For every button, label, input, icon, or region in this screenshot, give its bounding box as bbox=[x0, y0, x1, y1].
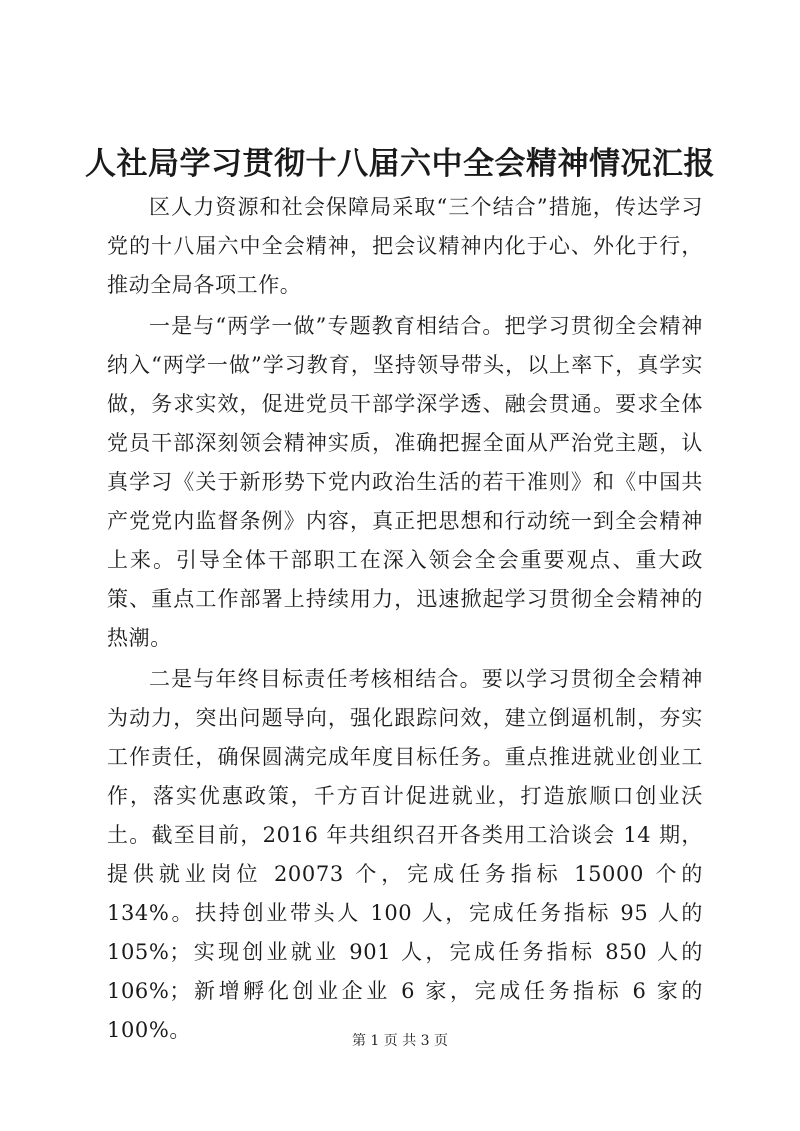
document-body bbox=[107, 188, 703, 1052]
paragraph-second-point: 二是与年终目标责任考核相结合。要以学习贯彻全会精神为动力，突出问题导向，强化跟踪问效，建立倒逼机制，夯实工作责任，确保圆满完成年度目标任务。重点推进就业创业工作，落实优惠政策，千方百计促进就业，打造旅顺口创业沃土。截至目前，2016 年共组织召开各类用工洽谈会 14 期，提供就业岗位 20073 个，完成任务指标 15000 个的 134%。扶持创业带头人 100 人，完成任务指标 95 人的 105%；实现创业就业 901 人，完成任务指标 850 人的 106%；新增孵化创业企业 6 家，完成任务指标 6 家的 100%。 bbox=[107, 667, 703, 1042]
document-title: 人社局学习贯彻十八届六中全会精神情况汇报 bbox=[85, 146, 715, 182]
page-number-footer: 第 1 页 共 3 页 bbox=[351, 1033, 449, 1049]
paragraph-first-point: 一是与“两学一做”专题教育相结合。把学习贯彻全会精神纳入“两学一做”学习教育，坚持领导带头，以上率下，真学实做，务求实效，促进党员干部学深学透、融会贯通。要求全体党员干部深刻领会精神实质，准确把握全面从严治党主题，认真学习《关于新形势下党内政治生活的若干准则》和《中国共产党党内监督条例》内容，真正把思想和行动统一到全会精神上来。引导全体干部职工在深入领会全会重要观点、重大政策、重点工作部署上持续用力，迅速掀起学习贯彻全会精神的热潮。 bbox=[107, 314, 703, 650]
paragraph-intro: 区人力资源和社会保障局采取“三个结合”措施，传达学习党的十八届六中全会精神，把会议精神内化于心、外化于行，推动全局各项工作。 bbox=[107, 195, 703, 297]
